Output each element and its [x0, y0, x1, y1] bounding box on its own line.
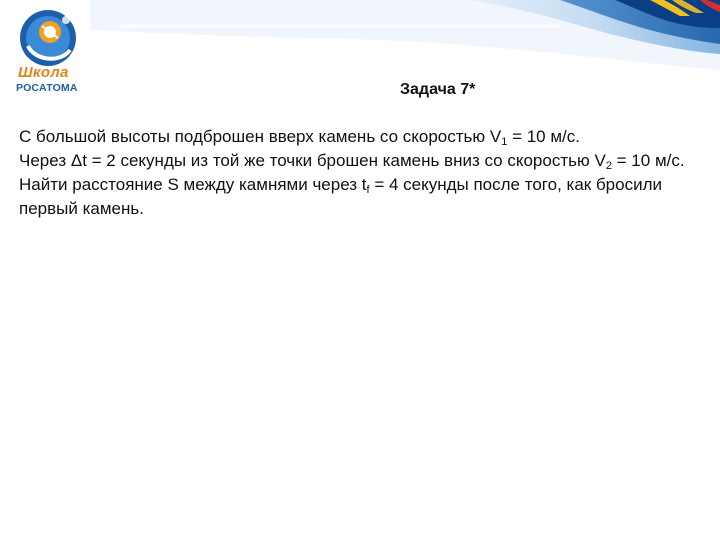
header-decoration [0, 0, 720, 110]
t-subscript: f [366, 184, 370, 196]
problem-text-5: = 4 секунды после того, как бросили первый камень. [19, 175, 662, 218]
problem-text-3: Через Δt = 2 секунды из той же точки брошен камень вниз со скоростью V [19, 151, 606, 170]
problem-text-2: = 10 м/с. [507, 127, 580, 146]
v1-subscript: 1 [501, 136, 508, 148]
page-title: Задача 7* [400, 81, 476, 98]
problem-text-1: С большой высоты подброшен вверх камень со скоростью V [19, 127, 502, 146]
logo-text-school: Школа [18, 64, 69, 81]
logo-text-rosatom: РОСАТОМА [16, 82, 78, 94]
problem-statement [19, 125, 709, 221]
v2-subscript: 2 [605, 160, 612, 172]
problem-text-4: = 10 м/с. Найти расстояние S между камнями через t [19, 151, 685, 194]
